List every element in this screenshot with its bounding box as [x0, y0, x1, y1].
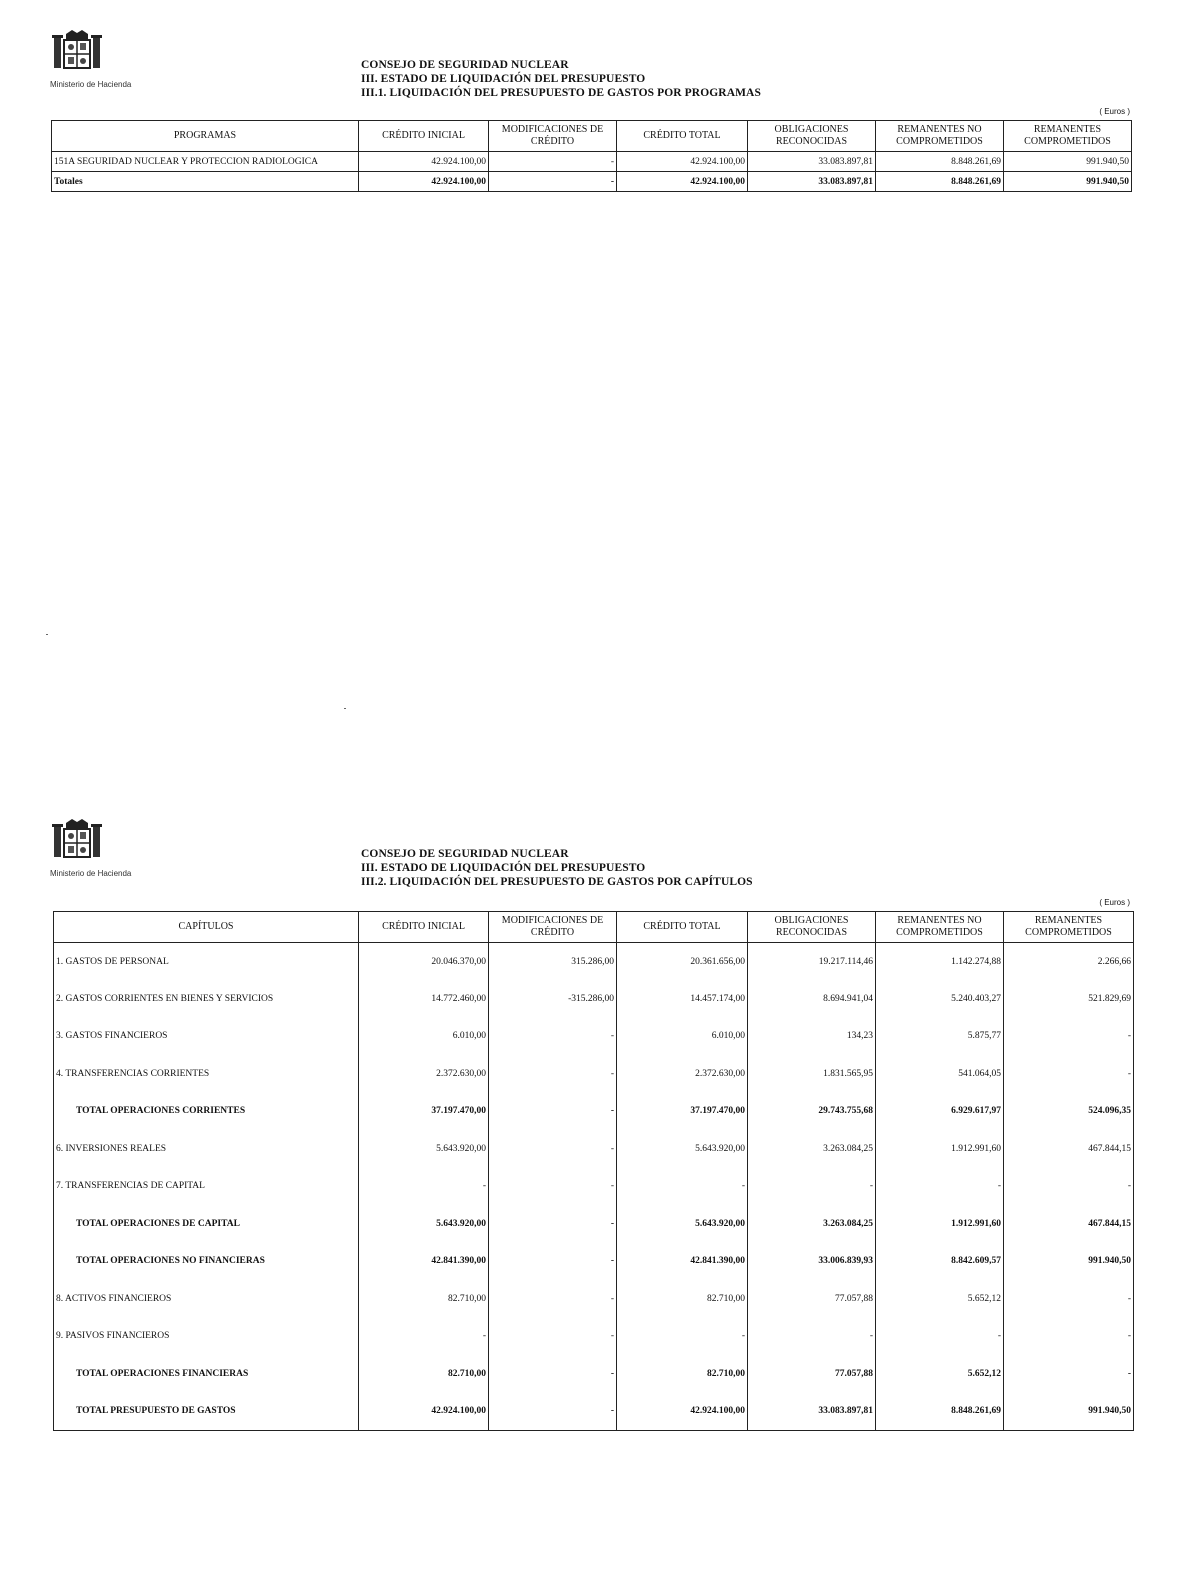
cell-credito-total: 5.643.920,00 — [617, 1130, 748, 1168]
cell-remanentes-comprometidos: 524.096,35 — [1004, 1093, 1134, 1131]
cell-remanentes-no-comprometidos: 5.652,12 — [876, 1355, 1004, 1393]
currency-unit: ( Euros ) — [1099, 107, 1130, 116]
cell-credito-total: 14.457.174,00 — [617, 980, 748, 1018]
cell-modificaciones: - — [489, 1168, 617, 1206]
cell-credito-inicial: 82.710,00 — [359, 1280, 489, 1318]
organization-title: CONSEJO DE SEGURIDAD NUCLEAR — [361, 848, 569, 860]
column-header: REMANENTES NO COMPROMETIDOS — [876, 121, 1004, 152]
cell-obligaciones: 33.006.839,93 — [748, 1243, 876, 1281]
cell-credito-inicial: 2.372.630,00 — [359, 1055, 489, 1093]
subtotal-label: TOTAL OPERACIONES FINANCIERAS — [54, 1355, 359, 1393]
cell-credito-inicial: 37.197.470,00 — [359, 1093, 489, 1131]
cell-credito-total: 42.924.100,00 — [617, 152, 748, 172]
document-titles — [361, 847, 753, 889]
column-header: CRÉDITO INICIAL — [359, 121, 489, 152]
organization-title: CONSEJO DE SEGURIDAD NUCLEAR — [361, 59, 569, 71]
cell-remanentes-comprometidos: 467.844,15 — [1004, 1130, 1134, 1168]
cell-credito-inicial: - — [359, 1318, 489, 1356]
chapter-label: 1. GASTOS DE PERSONAL — [54, 943, 359, 981]
subtotal-label: TOTAL OPERACIONES NO FINANCIERAS — [54, 1243, 359, 1281]
cell-remanentes-no-comprometidos: 8.848.261,69 — [876, 172, 1004, 192]
column-header: CRÉDITO TOTAL — [617, 121, 748, 152]
cell-credito-total: 82.710,00 — [617, 1280, 748, 1318]
cell-obligaciones: 77.057,88 — [748, 1355, 876, 1393]
table-row — [54, 1018, 1134, 1056]
cell-obligaciones: 33.083.897,81 — [748, 172, 876, 192]
cell-remanentes-no-comprometidos: 8.842.609,57 — [876, 1243, 1004, 1281]
subtotal-row — [54, 1355, 1134, 1393]
subtotal-row — [54, 1205, 1134, 1243]
cell-credito-inicial: 5.643.920,00 — [359, 1205, 489, 1243]
chapter-label: 7. TRANSFERENCIAS DE CAPITAL — [54, 1168, 359, 1206]
ministry-label: Ministerio de Hacienda — [50, 80, 132, 89]
cell-remanentes-no-comprometidos: 5.652,12 — [876, 1280, 1004, 1318]
cell-remanentes-no-comprometidos: 8.848.261,69 — [876, 1393, 1004, 1431]
cell-obligaciones: 1.831.565,95 — [748, 1055, 876, 1093]
subtotal-label: TOTAL OPERACIONES DE CAPITAL — [54, 1205, 359, 1243]
chapter-label: 6. INVERSIONES REALES — [54, 1130, 359, 1168]
cell-modificaciones: - — [489, 1093, 617, 1131]
column-header: REMANENTES NO COMPROMETIDOS — [876, 912, 1004, 943]
cell-credito-total: 6.010,00 — [617, 1018, 748, 1056]
cell-modificaciones: - — [489, 1130, 617, 1168]
cell-credito-inicial: 42.924.100,00 — [359, 1393, 489, 1431]
table-row — [54, 1055, 1134, 1093]
totals-row — [52, 172, 1132, 192]
cell-credito-inicial: 42.924.100,00 — [359, 172, 489, 192]
report-title: III.2. LIQUIDACIÓN DEL PRESUPUESTO DE GASTOS POR CAPÍTULOS — [361, 876, 753, 888]
chapters-table — [53, 911, 1134, 1431]
grand-total-label: TOTAL PRESUPUESTO DE GASTOS — [54, 1393, 359, 1431]
chapter-label: 4. TRANSFERENCIAS CORRIENTES — [54, 1055, 359, 1093]
table-row — [54, 980, 1134, 1018]
cell-remanentes-comprometidos: - — [1004, 1280, 1134, 1318]
cell-credito-inicial: 42.924.100,00 — [359, 152, 489, 172]
cell-remanentes-no-comprometidos: 8.848.261,69 — [876, 152, 1004, 172]
chapter-label: 3. GASTOS FINANCIEROS — [54, 1018, 359, 1056]
cell-credito-inicial: 42.841.390,00 — [359, 1243, 489, 1281]
cell-remanentes-no-comprometidos: 5.875,77 — [876, 1018, 1004, 1056]
cell-modificaciones: - — [489, 1280, 617, 1318]
cell-credito-total: 42.841.390,00 — [617, 1243, 748, 1281]
spain-coat-of-arms-logo — [50, 817, 106, 861]
cell-remanentes-no-comprometidos: 1.912.991,60 — [876, 1130, 1004, 1168]
cell-remanentes-comprometidos: 991.940,50 — [1004, 1393, 1134, 1431]
column-header: MODIFICACIONES DE CRÉDITO — [489, 121, 617, 152]
column-header: REMANENTES COMPROMETIDOS — [1004, 912, 1134, 943]
cell-modificaciones: - — [489, 1055, 617, 1093]
spain-coat-of-arms-logo — [50, 28, 106, 72]
chapter-label: 8. ACTIVOS FINANCIEROS — [54, 1280, 359, 1318]
cell-obligaciones: 3.263.084,25 — [748, 1130, 876, 1168]
cell-modificaciones: -315.286,00 — [489, 980, 617, 1018]
cell-obligaciones: 19.217.114,46 — [748, 943, 876, 981]
table-row — [54, 1280, 1134, 1318]
cell-obligaciones: - — [748, 1318, 876, 1356]
subtotal-label: TOTAL OPERACIONES CORRIENTES — [54, 1093, 359, 1131]
scan-speck — [46, 634, 48, 635]
table-row — [52, 152, 1132, 172]
cell-modificaciones: - — [489, 1393, 617, 1431]
cell-obligaciones: 77.057,88 — [748, 1280, 876, 1318]
table-header-row — [52, 121, 1132, 152]
cell-remanentes-comprometidos: - — [1004, 1018, 1134, 1056]
scan-speck — [344, 708, 346, 709]
column-header: MODIFICACIONES DE CRÉDITO — [489, 912, 617, 943]
cell-obligaciones: 134,23 — [748, 1018, 876, 1056]
column-header: CAPÍTULOS — [54, 912, 359, 943]
cell-credito-inicial: 6.010,00 — [359, 1018, 489, 1056]
cell-remanentes-no-comprometidos: 1.142.274,88 — [876, 943, 1004, 981]
grand-total-row — [54, 1393, 1134, 1431]
cell-obligaciones: 3.263.084,25 — [748, 1205, 876, 1243]
cell-obligaciones: 33.083.897,81 — [748, 1393, 876, 1431]
cell-credito-total: 5.643.920,00 — [617, 1205, 748, 1243]
subtotal-row — [54, 1093, 1134, 1131]
cell-modificaciones: - — [489, 172, 617, 192]
cell-obligaciones: - — [748, 1168, 876, 1206]
cell-modificaciones: - — [489, 1243, 617, 1281]
cell-credito-inicial: 14.772.460,00 — [359, 980, 489, 1018]
cell-modificaciones: - — [489, 1318, 617, 1356]
subtotal-row — [54, 1243, 1134, 1281]
chapters-section — [0, 805, 1178, 1445]
cell-credito-inicial: 82.710,00 — [359, 1355, 489, 1393]
cell-remanentes-comprometidos: 991.940,50 — [1004, 152, 1132, 172]
cell-obligaciones: 29.743.755,68 — [748, 1093, 876, 1131]
cell-remanentes-no-comprometidos: 1.912.991,60 — [876, 1205, 1004, 1243]
column-header: REMANENTES COMPROMETIDOS — [1004, 121, 1132, 152]
cell-remanentes-no-comprometidos: 541.064,05 — [876, 1055, 1004, 1093]
cell-credito-inicial: - — [359, 1168, 489, 1206]
programs-table — [51, 120, 1132, 192]
cell-credito-total: 20.361.656,00 — [617, 943, 748, 981]
cell-credito-inicial: 20.046.370,00 — [359, 943, 489, 981]
statement-title: III. ESTADO DE LIQUIDACIÓN DEL PRESUPUESTO — [361, 73, 646, 85]
totals-label: Totales — [52, 172, 359, 192]
statement-title: III. ESTADO DE LIQUIDACIÓN DEL PRESUPUESTO — [361, 862, 646, 874]
cell-obligaciones: 8.694.941,04 — [748, 980, 876, 1018]
cell-remanentes-comprometidos: 467.844,15 — [1004, 1205, 1134, 1243]
report-title: III.1. LIQUIDACIÓN DEL PRESUPUESTO DE GASTOS POR PROGRAMAS — [361, 87, 761, 99]
cell-modificaciones: 315.286,00 — [489, 943, 617, 981]
column-header: CRÉDITO TOTAL — [617, 912, 748, 943]
cell-modificaciones: - — [489, 1205, 617, 1243]
cell-remanentes-no-comprometidos: - — [876, 1168, 1004, 1206]
cell-credito-total: - — [617, 1168, 748, 1206]
cell-credito-total: 42.924.100,00 — [617, 172, 748, 192]
table-row — [54, 1318, 1134, 1356]
program-label: 151A SEGURIDAD NUCLEAR Y PROTECCION RADIOLOGICA — [52, 152, 359, 172]
cell-modificaciones: - — [489, 152, 617, 172]
cell-credito-total: 37.197.470,00 — [617, 1093, 748, 1131]
cell-modificaciones: - — [489, 1018, 617, 1056]
column-header: CRÉDITO INICIAL — [359, 912, 489, 943]
document-titles — [361, 58, 761, 100]
cell-remanentes-comprometidos: - — [1004, 1318, 1134, 1356]
table-header-row — [54, 912, 1134, 943]
chapter-label: 2. GASTOS CORRIENTES EN BIENES Y SERVICIOS — [54, 980, 359, 1018]
cell-remanentes-comprometidos: - — [1004, 1168, 1134, 1206]
cell-obligaciones: 33.083.897,81 — [748, 152, 876, 172]
cell-modificaciones: - — [489, 1355, 617, 1393]
cell-remanentes-comprometidos: 991.940,50 — [1004, 1243, 1134, 1281]
ministry-label: Ministerio de Hacienda — [50, 869, 132, 878]
column-header: OBLIGACIONES RECONOCIDAS — [748, 912, 876, 943]
currency-unit: ( Euros ) — [1099, 898, 1130, 907]
cell-remanentes-comprometidos: - — [1004, 1055, 1134, 1093]
table-row — [54, 943, 1134, 981]
column-header: PROGRAMAS — [52, 121, 359, 152]
table-row — [54, 1168, 1134, 1206]
cell-credito-total: 42.924.100,00 — [617, 1393, 748, 1431]
cell-credito-total: - — [617, 1318, 748, 1356]
cell-remanentes-comprometidos: 521.829,69 — [1004, 980, 1134, 1018]
cell-remanentes-no-comprometidos: 5.240.403,27 — [876, 980, 1004, 1018]
programs-section — [0, 0, 1178, 220]
cell-remanentes-comprometidos: 991.940,50 — [1004, 172, 1132, 192]
cell-credito-total: 82.710,00 — [617, 1355, 748, 1393]
cell-remanentes-comprometidos: 2.266,66 — [1004, 943, 1134, 981]
column-header: OBLIGACIONES RECONOCIDAS — [748, 121, 876, 152]
cell-credito-total: 2.372.630,00 — [617, 1055, 748, 1093]
chapter-label: 9. PASIVOS FINANCIEROS — [54, 1318, 359, 1356]
cell-remanentes-no-comprometidos: - — [876, 1318, 1004, 1356]
cell-remanentes-no-comprometidos: 6.929.617,97 — [876, 1093, 1004, 1131]
table-row — [54, 1130, 1134, 1168]
cell-credito-inicial: 5.643.920,00 — [359, 1130, 489, 1168]
cell-remanentes-comprometidos: - — [1004, 1355, 1134, 1393]
